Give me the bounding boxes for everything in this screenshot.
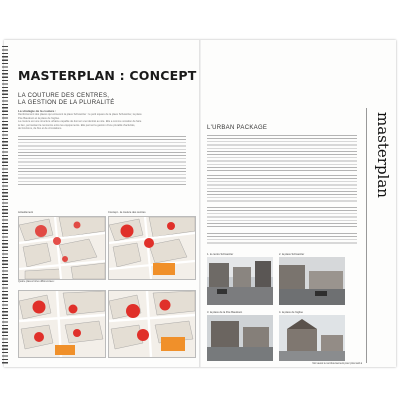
text-line: le lien, permettant la rencontre entre les équipements. Elle permet la gestion d'une pluralité d'activités,	[18, 123, 136, 127]
photo-caption-4: 4. la place de l'église	[279, 311, 303, 314]
body-text-block	[18, 136, 186, 186]
map-caption-left: Actuellement	[18, 211, 33, 214]
strategy-heading: La stratégie de la couture :	[18, 109, 57, 113]
side-label	[364, 110, 398, 200]
document-spread	[4, 40, 396, 367]
footnote-line: Voir aussi le remboursement pour plus tard à	[312, 362, 362, 365]
subtitle-line: LA GESTION DE LA PLURALITÉ	[18, 100, 115, 106]
text-line: Poe Baudouin et la place de l'église.	[18, 116, 60, 120]
footnote	[304, 362, 362, 365]
photo-1	[207, 257, 273, 305]
page-title: MASTERPLAN : CONCEPT	[18, 68, 197, 83]
package-text-3	[207, 207, 357, 229]
site-map-zoom-right	[108, 290, 196, 358]
map-legend	[18, 280, 55, 283]
map-caption-right: Concept - la couture des centres	[108, 211, 146, 214]
page-subtitle	[18, 93, 178, 107]
package-text-2	[207, 175, 357, 203]
text-line: de fonctions, de flux et de circulations.	[18, 127, 62, 131]
photo-caption-1: 1. le centre Schweitzer	[207, 253, 234, 256]
site-map-zoom-left	[18, 290, 106, 358]
text-line: Renforcement des places qui entourent la place Schweitzer : le petit square de la place Schweitzer, la place	[18, 113, 142, 117]
text-line: La couture est une structure urbaine capable de donner une identité au site. Elle a comme vocation de faire	[18, 120, 142, 124]
spiral-binding	[2, 46, 8, 364]
subtitle-line: LA COUTURE DES CENTRES,	[18, 93, 110, 99]
site-map-current	[18, 216, 106, 280]
legend-item: Quatre places fortes différenciées :	[18, 280, 56, 283]
photo-2	[279, 257, 345, 305]
page-fold	[199, 40, 201, 367]
photo-3	[207, 315, 273, 361]
photo-caption-3: 3. la place de la Poe Baudouin	[207, 311, 243, 314]
site-map-concept	[108, 216, 196, 280]
photo-caption-2: 2. la place Schweitzer	[279, 253, 305, 256]
package-text-1	[207, 135, 357, 171]
photo-4	[279, 315, 345, 361]
strategy-text	[18, 110, 188, 130]
section-label: L'URBAN PACKAGE	[207, 125, 268, 131]
side-label-text: masterplan	[374, 112, 392, 198]
package-text-4	[207, 233, 357, 245]
